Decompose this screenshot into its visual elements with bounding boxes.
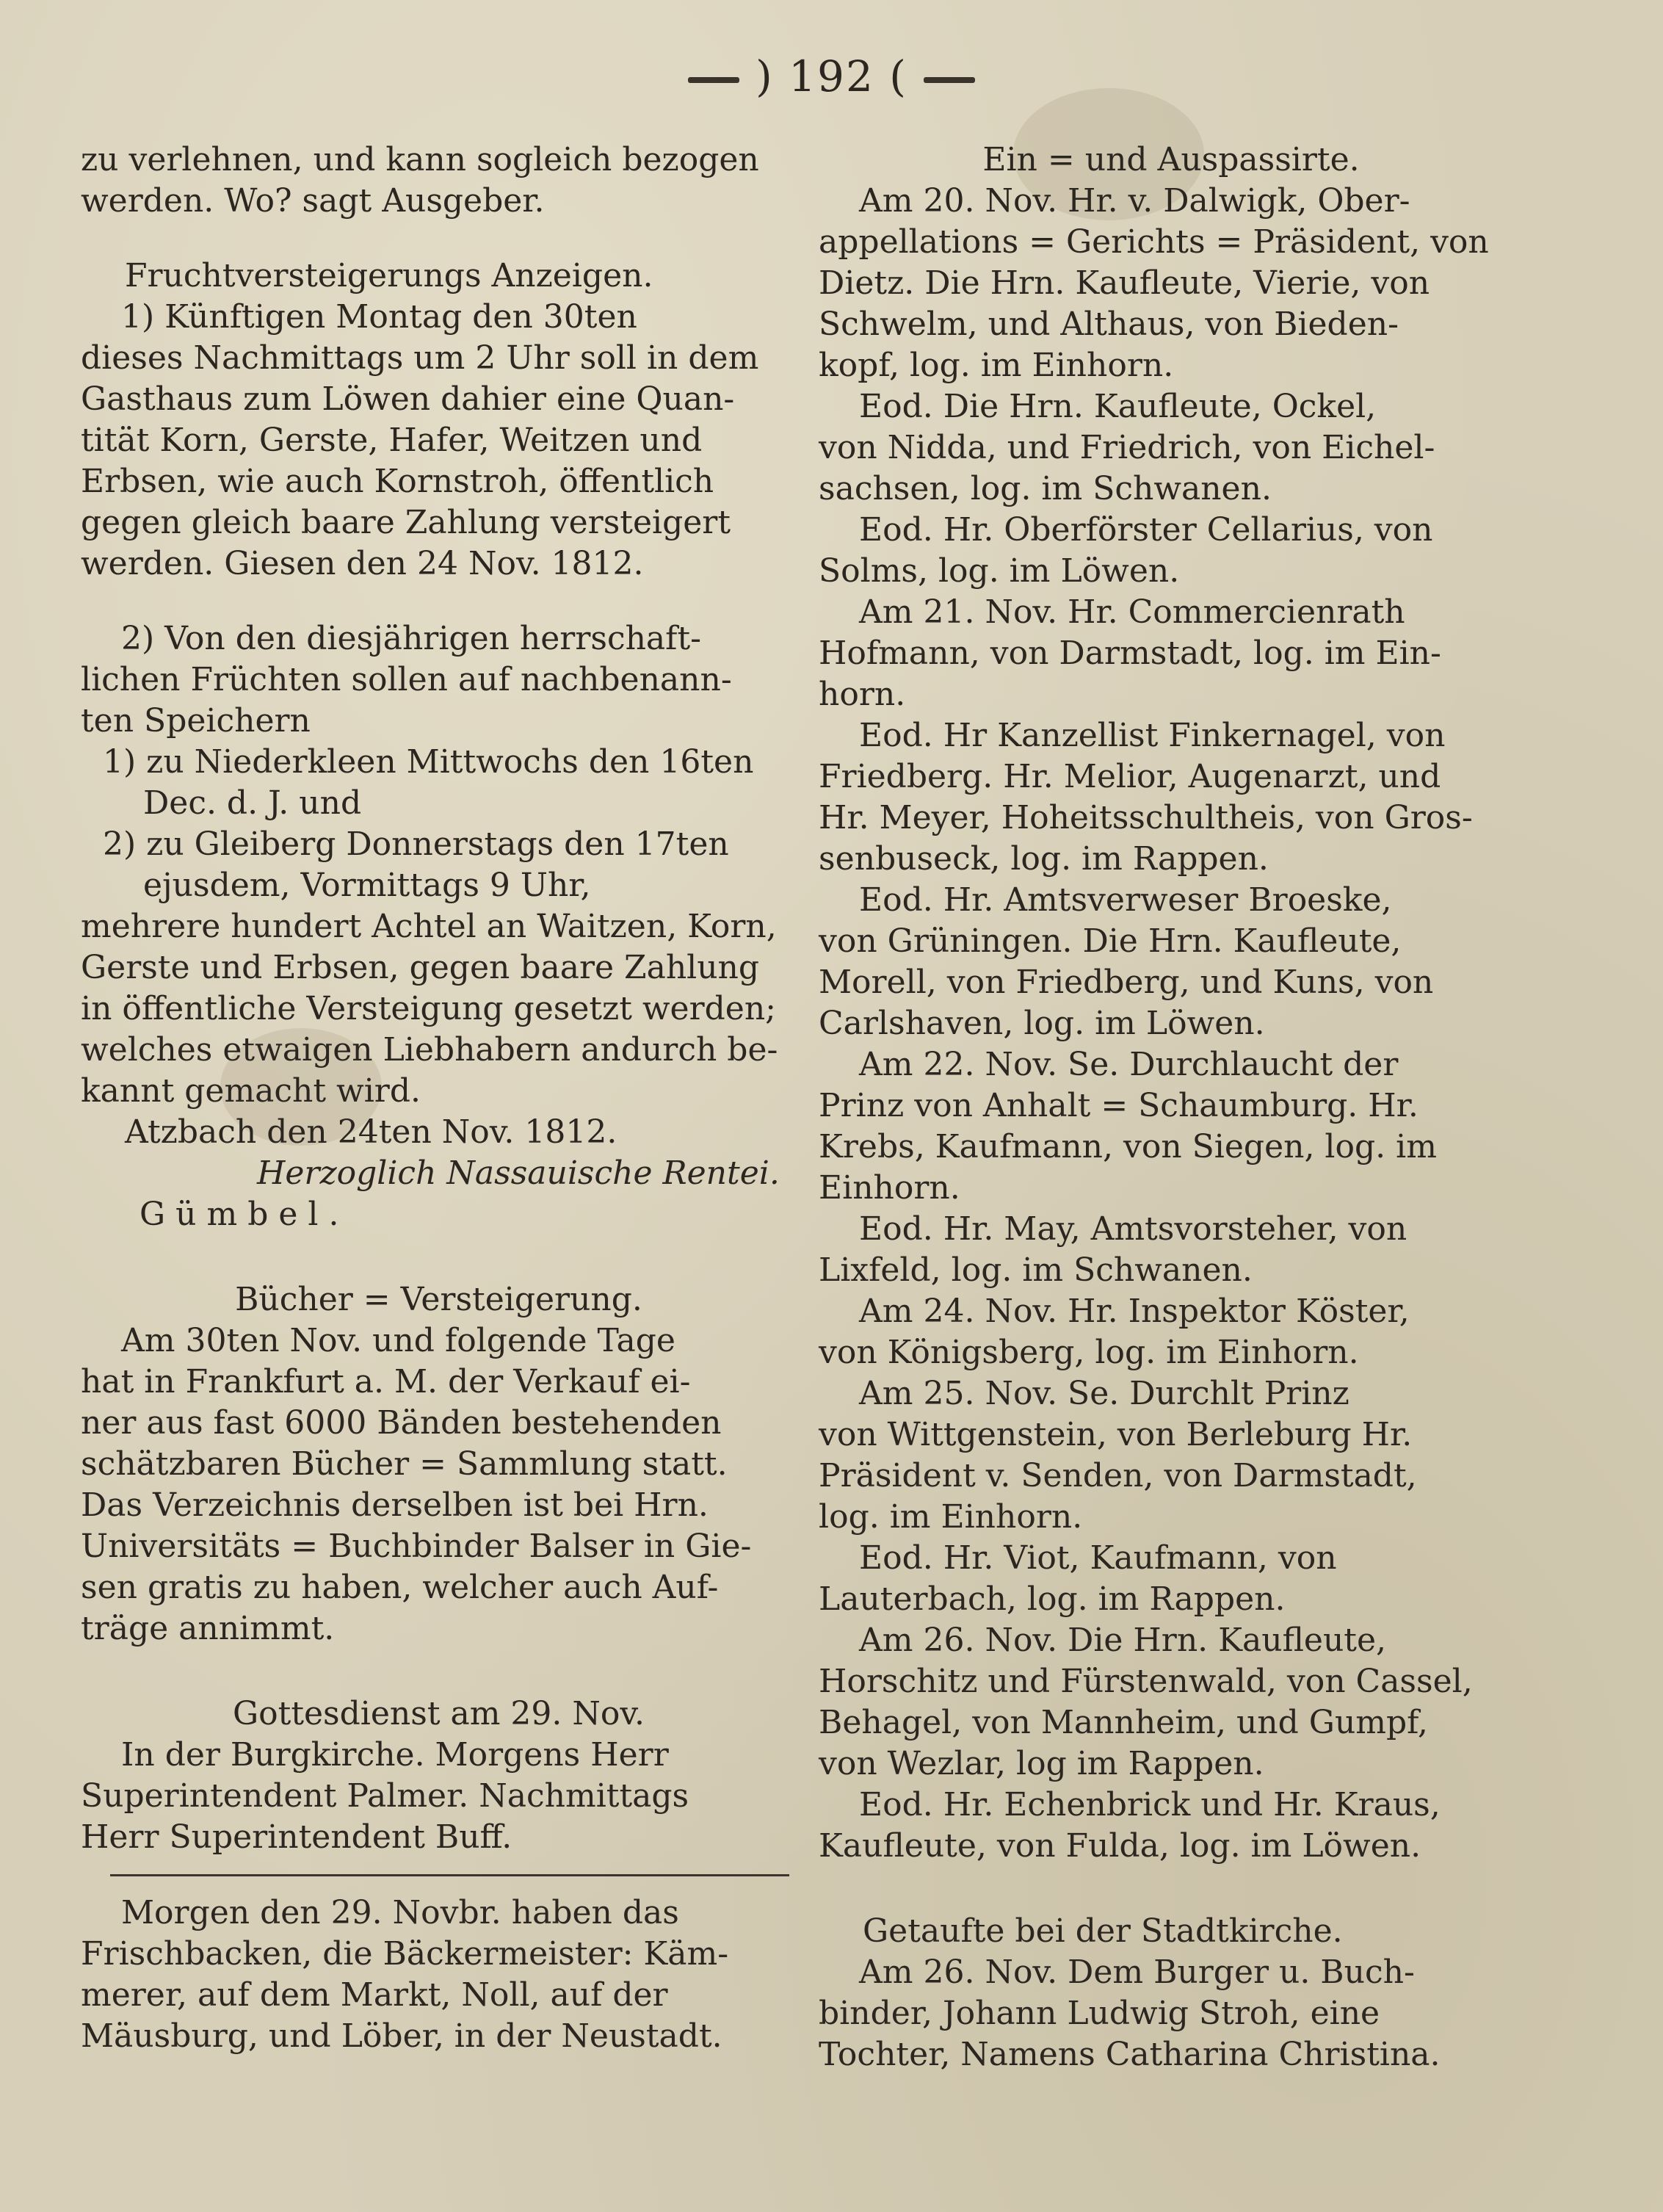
text-line: Morgen den 29. Novbr. haben das — [121, 1894, 679, 1931]
text-line: dieses Nachmittags um 2 Uhr soll in dem — [81, 339, 759, 377]
text-line: werden. Giesen den 24 Nov. 1812. — [81, 545, 644, 582]
text-line: träge annimmt. — [81, 1610, 335, 1647]
text-line: Solms, log. im Löwen. — [819, 552, 1180, 590]
text-line: zu verlehnen, und kann sogleich bezogen — [81, 141, 759, 178]
buecher-heading: Bücher = Versteigerung. — [235, 1281, 642, 1318]
text-line: sen gratis zu haben, welcher auch Auf- — [81, 1569, 719, 1606]
text-line: hat in Frankfurt a. M. der Verkauf ei- — [81, 1363, 691, 1400]
text-line: von Königsberg, log. im Einhorn. — [819, 1334, 1359, 1371]
frucht-heading: Fruchtversteigerungs Anzeigen. — [125, 257, 653, 294]
text-line: Am 20. Nov. Hr. v. Dalwigk, Ober- — [859, 182, 1410, 220]
text-line: ten Speichern — [81, 702, 311, 740]
text-line: mehrere hundert Achtel an Waitzen, Korn, — [81, 908, 777, 945]
text-line: In der Burgkirche. Morgens Herr — [121, 1736, 669, 1774]
text-line: Hr. Meyer, Hoheitsschultheis, von Gros- — [819, 799, 1473, 836]
text-line: Erbsen, wie auch Kornstroh, öffentlich — [81, 463, 714, 500]
signature-org: Herzoglich Nassauische Rentei. — [257, 1154, 780, 1192]
text-line: sachsen, log. im Schwanen. — [819, 470, 1272, 507]
text-line: log. im Einhorn. — [819, 1498, 1083, 1536]
text-line: Am 24. Nov. Hr. Inspektor Köster, — [859, 1293, 1410, 1330]
text-line: Am 26. Nov. Dem Burger u. Buch- — [859, 1953, 1415, 1991]
text-line: Friedberg. Hr. Melior, Augenarzt, und — [819, 758, 1441, 795]
text-line: Eod. Hr. Echenbrick und Hr. Kraus, — [859, 1786, 1441, 1824]
ein-entries — [819, 181, 1523, 1867]
text-line: ner aus fast 6000 Bänden bestehenden — [81, 1404, 722, 1442]
text-line: Eod. Hr. May, Amtsvorsteher, von — [859, 1210, 1407, 1248]
text-line: Superintendent Palmer. Nachmittags — [81, 1777, 689, 1815]
text-line: lichen Früchten sollen auf nachbenann- — [81, 661, 732, 698]
text-line: Herr Superintendent Buff. — [81, 1818, 512, 1856]
text-line: Eod. Hr. Viot, Kaufmann, von — [859, 1539, 1337, 1577]
text-line: Lixfeld, log. im Schwanen. — [819, 1251, 1253, 1289]
text-line: von Wezlar, log im Rappen. — [819, 1745, 1264, 1782]
text-line: Am 25. Nov. Se. Durchlt Prinz — [859, 1375, 1349, 1412]
gottesdienst-heading: Gottesdienst am 29. Nov. — [233, 1695, 645, 1732]
text-line: senbuseck, log. im Rappen. — [819, 840, 1269, 878]
list-item: 1) zu Niederkleen Mittwochs den 16ten — [103, 743, 754, 781]
page-header — [0, 51, 1663, 101]
text-line: Am 22. Nov. Se. Durchlaucht der — [859, 1046, 1399, 1083]
text-line: appellations = Gerichts = Präsident, von — [819, 223, 1489, 261]
text-line: Mäusburg, und Löber, in der Neustadt. — [81, 2017, 722, 2055]
list-item: Dec. d. J. und — [143, 784, 362, 822]
text-line: werden. Wo? sagt Ausgeber. — [81, 182, 545, 220]
left-column — [81, 140, 797, 2057]
text-line: kannt gemacht wird. — [81, 1072, 421, 1110]
text-line: Tochter, Namens Catharina Christina. — [819, 2036, 1441, 2073]
text-line: kopf, log. im Einhorn. — [819, 347, 1174, 384]
text-line: in öffentliche Versteigung gesetzt werden; — [81, 990, 776, 1027]
text-line: Behagel, von Mannheim, und Gumpf, — [819, 1704, 1428, 1741]
text-line: Prinz von Anhalt = Schaumburg. Hr. — [819, 1087, 1419, 1124]
text-line: Dietz. Die Hrn. Kaufleute, Vierie, von — [819, 264, 1430, 302]
text-line: 2) Von den diesjährigen herrschaft- — [121, 620, 702, 657]
text-line: binder, Johann Ludwig Stroh, eine — [819, 1995, 1380, 2032]
text-line: Am 30ten Nov. und folgende Tage — [121, 1322, 675, 1359]
text-line: gegen gleich baare Zahlung versteigert — [81, 504, 731, 541]
text-line: schätzbaren Bücher = Sammlung statt. — [81, 1445, 728, 1483]
list-item: 2) zu Gleiberg Donnerstags den 17ten — [103, 825, 729, 863]
text-line: Hofmann, von Darmstadt, log. im Ein- — [819, 635, 1441, 672]
list-item: ejusdem, Vormittags 9 Uhr, — [143, 867, 591, 904]
text-line: welches etwaigen Liebhabern andurch be- — [81, 1031, 778, 1069]
text-line: Eod. Hr Kanzellist Finkernagel, von — [859, 717, 1446, 754]
signature-name: Gümbel. — [140, 1196, 349, 1233]
text-line: Horschitz und Fürstenwald, von Cassel, — [819, 1663, 1473, 1700]
text-line: 1) Künftigen Montag den 30ten — [121, 298, 637, 336]
text-line: von Wittgenstein, von Berleburg Hr. — [819, 1416, 1413, 1453]
signature-place: Atzbach den 24ten Nov. 1812. — [125, 1113, 617, 1151]
text-line: Das Verzeichnis derselben ist bei Hrn. — [81, 1486, 709, 1524]
page-number: ) 192 ( — [756, 51, 907, 101]
text-line: von Nidda, und Friedrich, von Eichel- — [819, 429, 1435, 466]
header-rule-right — [924, 77, 975, 83]
text-line: Schwelm, und Althaus, von Bieden- — [819, 306, 1399, 343]
text-line: Eod. Die Hrn. Kaufleute, Ockel, — [859, 388, 1377, 425]
text-line: Einhorn. — [819, 1169, 960, 1207]
text-line: tität Korn, Gerste, Hafer, Weitzen und — [81, 422, 703, 459]
text-line: Universitäts = Buchbinder Balser in Gie- — [81, 1528, 752, 1565]
text-line: Carlshaven, log. im Löwen. — [819, 1005, 1265, 1042]
text-line: Präsident v. Senden, von Darmstadt, — [819, 1457, 1417, 1494]
text-line: Am 26. Nov. Die Hrn. Kaufleute, — [859, 1622, 1387, 1659]
text-line: Kaufleute, von Fulda, log. im Löwen. — [819, 1827, 1421, 1865]
text-line: Eod. Hr. Amtsverweser Broeske, — [859, 881, 1392, 919]
section-rule — [110, 1874, 789, 1876]
getaufte-heading: Getaufte bei der Stadtkirche. — [863, 1912, 1343, 1950]
text-line: merer, auf dem Markt, Noll, auf der — [81, 1976, 668, 2014]
header-rule-left — [688, 77, 739, 83]
text-line: Am 21. Nov. Hr. Commercienrath — [859, 593, 1405, 631]
text-line: Lauterbach, log. im Rappen. — [819, 1580, 1286, 1618]
ein-heading: Ein = und Auspassirte. — [982, 141, 1360, 178]
text-line: Gasthaus zum Löwen dahier eine Quan- — [81, 380, 735, 418]
text-line: Frischbacken, die Bäckermeister: Käm- — [81, 1935, 729, 1973]
right-column — [819, 140, 1523, 2075]
text-line: Gerste und Erbsen, gegen baare Zahlung — [81, 949, 760, 986]
text-line: Eod. Hr. Oberförster Cellarius, von — [859, 511, 1433, 549]
text-line: Morell, von Friedberg, und Kuns, von — [819, 964, 1434, 1001]
text-line: von Grüningen. Die Hrn. Kaufleute, — [819, 922, 1402, 960]
text-line: Krebs, Kaufmann, von Siegen, log. im — [819, 1128, 1437, 1165]
text-line: horn. — [819, 676, 906, 713]
